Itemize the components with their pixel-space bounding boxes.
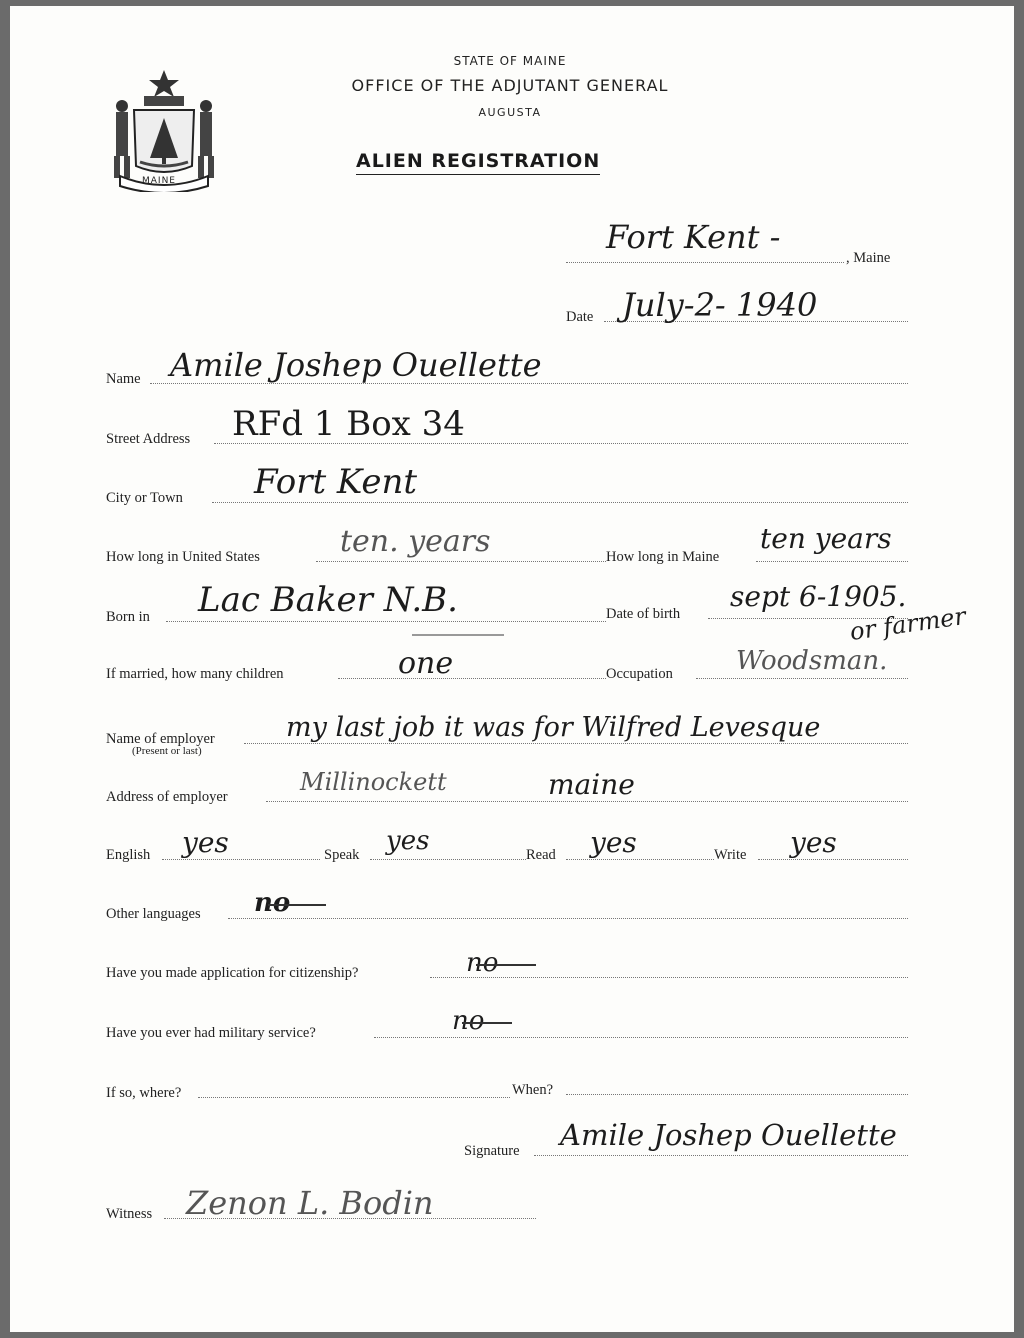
date-of-birth-value: sept 6-1905. [730,580,907,613]
occupation-value: Woodsman. [736,646,888,676]
witness-label: Witness [106,1206,153,1222]
town-value: Fort Kent - [606,218,781,256]
other-languages-value: no [254,888,291,918]
date-label: Date [566,309,594,325]
born-in-underline [412,634,504,636]
how-long-maine-label: How long in Maine [606,549,720,565]
english-label: English [106,847,151,863]
town-line [566,262,844,263]
employer-value: my last job it was for Wilfred Levesque [286,712,821,743]
witness-value: Zenon L. Bodin [186,1184,434,1222]
citizenship-label: Have you made application for citizenship? [106,965,359,981]
children-label: If married, how many children [106,666,284,682]
employer-sublabel: (Present or last) [132,745,202,757]
city-label: City or Town [106,490,183,506]
speak-line [370,859,526,860]
write-value: yes [790,826,837,859]
date-of-birth-label: Date of birth [606,606,681,622]
street-value: RFd 1 Box 34 [232,404,465,444]
military-stroke [462,1022,512,1024]
other-languages-label: Other languages [106,906,201,922]
employer-address-line [266,801,908,802]
date-value: July-2- 1940 [622,286,818,324]
born-in-value: Lac Baker N.B. [198,580,458,620]
office-heading: OFFICE OF THE ADJUTANT GENERAL [351,76,669,95]
if-so-where-label: If so, where? [106,1085,182,1101]
employer-line [244,743,908,744]
employer-label: Name of employer [106,731,215,747]
read-value: yes [590,826,637,859]
name-value: Amile Joshep Ouellette [170,346,542,384]
employer-address-city: Millinockett [300,768,447,796]
military-line [374,1037,908,1038]
city-heading: AUGUSTA [478,106,542,119]
read-line [566,859,714,860]
speak-value: yes [386,826,430,856]
how-long-us-label: How long in United States [106,549,260,565]
state-heading: STATE OF MAINE [453,54,567,68]
maine-state-seal-icon [104,66,224,192]
employer-address-label: Address of employer [106,789,228,805]
citizenship-line [430,977,908,978]
signature-label: Signature [464,1143,520,1159]
children-line [338,678,606,679]
english-value: yes [182,826,229,859]
citizenship-value: no [466,948,499,978]
signature-line [534,1155,908,1156]
military-value: no [452,1006,485,1036]
street-label: Street Address [106,431,191,447]
maine-label: , Maine [846,250,891,266]
other-languages-stroke [268,904,326,906]
born-in-line [166,621,606,622]
city-value: Fort Kent [254,462,418,502]
born-in-label: Born in [106,609,150,625]
seal-banner-text: MAINE [142,176,176,186]
speak-label: Speak [324,847,360,863]
employer-address-state: maine [548,768,635,801]
how-long-maine-value: ten years [760,522,892,555]
english-line [162,859,320,860]
occupation-line [696,678,908,679]
military-label: Have you ever had military service? [106,1025,316,1041]
when-label: When? [512,1082,554,1098]
read-label: Read [526,847,556,863]
signature-value: Amile Joshep Ouellette [560,1118,897,1152]
other-languages-line [228,918,908,919]
when-line [566,1094,908,1095]
how-long-us-line [316,561,606,562]
city-line [212,502,908,503]
occupation-label: Occupation [606,666,673,682]
occupation-extra-value: or farmer [848,602,968,646]
if-so-where-line [198,1097,510,1098]
write-line [758,859,908,860]
citizenship-stroke [476,964,536,966]
how-long-us-value: ten. years [340,524,491,559]
name-label: Name [106,371,141,387]
children-value: one [398,646,454,681]
write-label: Write [714,847,747,863]
form-title: ALIEN REGISTRATION [356,150,600,175]
how-long-maine-line [756,561,908,562]
